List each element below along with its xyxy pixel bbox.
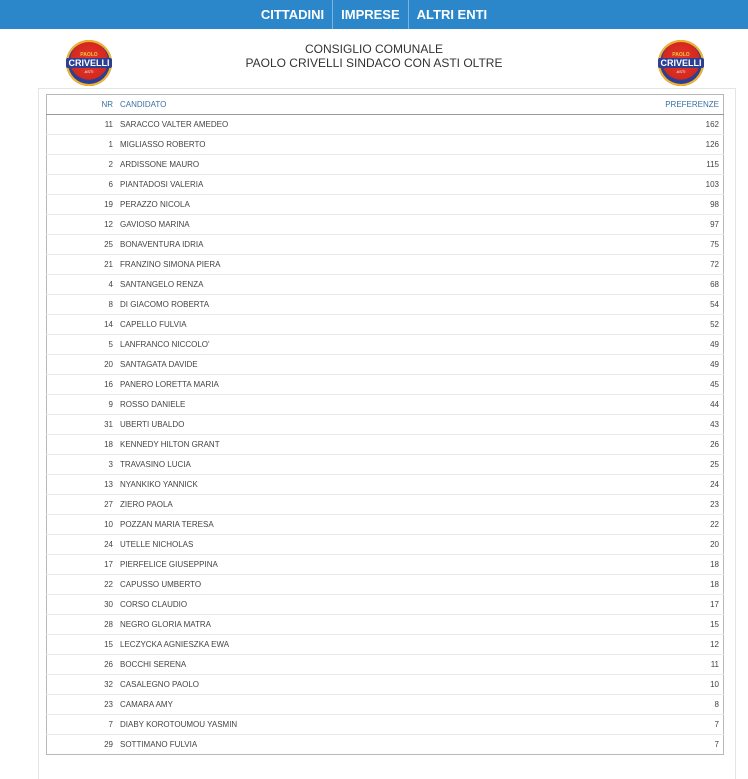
nav-altri-enti[interactable]: ALTRI ENTI — [416, 7, 488, 22]
candidate-name: GAVIOSO MARINA — [120, 215, 523, 235]
candidate-preferences: 8 — [523, 695, 723, 715]
list-header — [0, 29, 748, 91]
table-row — [47, 355, 724, 375]
candidate-preferences: 49 — [523, 335, 723, 355]
candidate-name: TRAVASINO LUCIA — [120, 455, 523, 475]
candidate-preferences: 103 — [523, 175, 723, 195]
candidate-number: 12 — [47, 215, 121, 235]
nav-cittadini[interactable]: CITTADINI — [253, 0, 333, 29]
table-row — [47, 115, 724, 135]
table-row — [47, 375, 724, 395]
header-candidate[interactable]: CANDIDATO — [120, 95, 523, 115]
candidate-preferences: 52 — [523, 315, 723, 335]
nav-imprese[interactable]: IMPRESE — [333, 0, 409, 29]
candidate-name: DIABY KOROTOUMOU YASMIN — [120, 715, 523, 735]
candidate-number: 16 — [47, 375, 121, 395]
candidate-preferences: 72 — [523, 255, 723, 275]
candidate-name: NYANKIKO YANNICK — [120, 475, 523, 495]
table-row — [47, 275, 724, 295]
table-header-row — [47, 95, 724, 115]
candidate-name: SANTANGELO RENZA — [120, 275, 523, 295]
candidate-name: PANERO LORETTA MARIA — [120, 375, 523, 395]
results-panel — [38, 88, 736, 779]
table-row — [47, 435, 724, 455]
candidate-name: SOTTIMANO FULVIA — [120, 735, 523, 755]
candidate-preferences: 15 — [523, 615, 723, 635]
header-nr[interactable]: NR — [47, 95, 121, 115]
list-logo-left — [66, 40, 112, 86]
candidate-name: PIANTADOSI VALERIA — [120, 175, 523, 195]
candidate-preferences: 12 — [523, 635, 723, 655]
table-row — [47, 135, 724, 155]
table-row — [47, 615, 724, 635]
candidate-preferences: 18 — [523, 555, 723, 575]
candidate-name: BOCCHI SERENA — [120, 655, 523, 675]
candidate-number: 4 — [47, 275, 121, 295]
table-row — [47, 455, 724, 475]
candidate-name: SANTAGATA DAVIDE — [120, 355, 523, 375]
candidate-number: 24 — [47, 535, 121, 555]
logo-name-text: CRIVELLI — [660, 58, 702, 68]
candidate-number: 31 — [47, 415, 121, 435]
header-preferences[interactable]: PREFERENZE — [523, 95, 723, 115]
candidate-name: DI GIACOMO ROBERTA — [120, 295, 523, 315]
candidate-preferences: 162 — [705, 120, 719, 129]
table-row — [47, 475, 724, 495]
candidate-preferences: 20 — [523, 535, 723, 555]
table-row — [47, 715, 724, 735]
candidate-number: 10 — [47, 515, 121, 535]
candidate-number: 27 — [47, 495, 121, 515]
logo-name-text: CRIVELLI — [68, 58, 110, 68]
candidate-name: UBERTI UBALDO — [120, 415, 523, 435]
top-navigation — [0, 0, 748, 29]
table-row — [47, 655, 724, 675]
candidate-name: PERAZZO NICOLA — [120, 195, 523, 215]
candidate-preferences: 17 — [523, 595, 723, 615]
table-row — [47, 295, 724, 315]
candidate-number: 32 — [47, 675, 121, 695]
table-row — [47, 595, 724, 615]
candidate-number: 1 — [47, 135, 121, 155]
table-row — [47, 195, 724, 215]
candidate-name: UTELLE NICHOLAS — [120, 535, 523, 555]
table-body — [47, 115, 724, 755]
table-row — [47, 395, 724, 415]
table-row — [47, 515, 724, 535]
candidate-preferences: 126 — [523, 135, 723, 155]
table-row — [47, 675, 724, 695]
candidate-name: FRANZINO SIMONA PIERA — [120, 255, 523, 275]
candidate-number: 19 — [47, 195, 121, 215]
candidate-preferences: 18 — [523, 575, 723, 595]
candidate-number: 9 — [47, 395, 121, 415]
candidate-preferences: 25 — [523, 455, 723, 475]
candidate-number: 7 — [47, 715, 121, 735]
table-row — [47, 335, 724, 355]
candidate-preferences: 24 — [523, 475, 723, 495]
candidate-preferences: 11 — [523, 655, 723, 675]
table-row — [47, 635, 724, 655]
logo-top-text: PAOLO — [672, 52, 690, 58]
candidate-preferences: 45 — [523, 375, 723, 395]
candidate-number: 28 — [47, 615, 121, 635]
candidate-preferences: 23 — [523, 495, 723, 515]
candidate-name: BONAVENTURA IDRIA — [120, 235, 523, 255]
table-row — [47, 495, 724, 515]
candidate-number: 8 — [47, 295, 121, 315]
candidate-number: 5 — [47, 335, 121, 355]
table-row — [47, 415, 724, 435]
candidate-preferences: 7 — [523, 715, 723, 735]
candidate-number: 15 — [47, 635, 121, 655]
candidate-name: LECZYCKA AGNIESZKA EWA — [120, 635, 523, 655]
candidate-preferences: 75 — [523, 235, 723, 255]
table-row — [47, 735, 724, 755]
candidate-preferences: 26 — [523, 435, 723, 455]
table-row — [47, 315, 724, 335]
table-row — [47, 535, 724, 555]
candidate-name: NEGRO GLORIA MATRA — [120, 615, 523, 635]
candidate-number: 17 — [47, 555, 121, 575]
table-row — [47, 695, 724, 715]
table-row — [47, 215, 724, 235]
candidate-preferences: 115 — [523, 155, 723, 175]
table-row — [47, 175, 724, 195]
table-row — [47, 575, 724, 595]
candidate-number: 23 — [47, 695, 121, 715]
candidate-name: POZZAN MARIA TERESA — [120, 515, 523, 535]
candidate-name: LANFRANCO NICCOLO' — [120, 335, 523, 355]
candidate-preferences: 97 — [523, 215, 723, 235]
candidate-preferences: 54 — [523, 295, 723, 315]
candidate-number: 22 — [47, 575, 121, 595]
candidate-number: 6 — [47, 175, 121, 195]
candidate-name: MIGLIASSO ROBERTO — [120, 135, 523, 155]
candidate-preferences: 44 — [523, 395, 723, 415]
title-line-1: CONSIGLIO COMUNALE — [304, 42, 444, 56]
candidate-number: 20 — [47, 355, 121, 375]
candidate-name: CAMARA AMY — [120, 695, 523, 715]
candidate-preferences: 98 — [523, 195, 723, 215]
candidate-preferences: 49 — [523, 355, 723, 375]
candidate-name: ARDISSONE MAURO — [120, 155, 523, 175]
candidate-preferences: 22 — [523, 515, 723, 535]
candidate-number: 18 — [47, 435, 121, 455]
page-title — [0, 29, 748, 70]
candidate-preferences: 10 — [523, 675, 723, 695]
candidate-name: CAPUSSO UMBERTO — [120, 575, 523, 595]
candidate-name: ROSSO DANIELE — [120, 395, 523, 415]
candidate-preferences: 43 — [523, 415, 723, 435]
list-logo-right — [658, 40, 704, 86]
title-line-2: PAOLO CRIVELLI SINDACO CON ASTI OLTRE — [245, 56, 503, 70]
candidate-number: 26 — [47, 655, 121, 675]
table-row — [47, 555, 724, 575]
candidate-number: 3 — [47, 455, 121, 475]
table-row — [47, 155, 724, 175]
preferences-table — [46, 94, 724, 755]
candidate-preferences: 68 — [523, 275, 723, 295]
candidate-name: PIERFELICE GIUSEPPINA — [120, 555, 523, 575]
candidate-number: 30 — [47, 595, 121, 615]
candidate-number: 2 — [47, 155, 121, 175]
table-row — [47, 255, 724, 275]
candidate-preferences: 7 — [523, 735, 723, 755]
candidate-number: 21 — [47, 255, 121, 275]
candidate-name: CORSO CLAUDIO — [120, 595, 523, 615]
table-row — [47, 235, 724, 255]
candidate-number: 11 — [104, 120, 113, 129]
logo-sub-text: ASTI — [84, 69, 94, 74]
candidate-number: 14 — [47, 315, 121, 335]
candidate-name: KENNEDY HILTON GRANT — [120, 435, 523, 455]
candidate-name: SARACCO VALTER AMEDEO — [120, 120, 229, 129]
candidate-number: 13 — [47, 475, 121, 495]
candidate-number: 29 — [47, 735, 121, 755]
logo-top-text: PAOLO — [80, 52, 98, 58]
logo-sub-text: ASTI — [676, 69, 686, 74]
candidate-number: 25 — [47, 235, 121, 255]
candidate-name: ZIERO PAOLA — [120, 495, 523, 515]
candidate-name: CAPELLO FULVIA — [120, 315, 523, 335]
candidate-name: CASALEGNO PAOLO — [120, 675, 523, 695]
